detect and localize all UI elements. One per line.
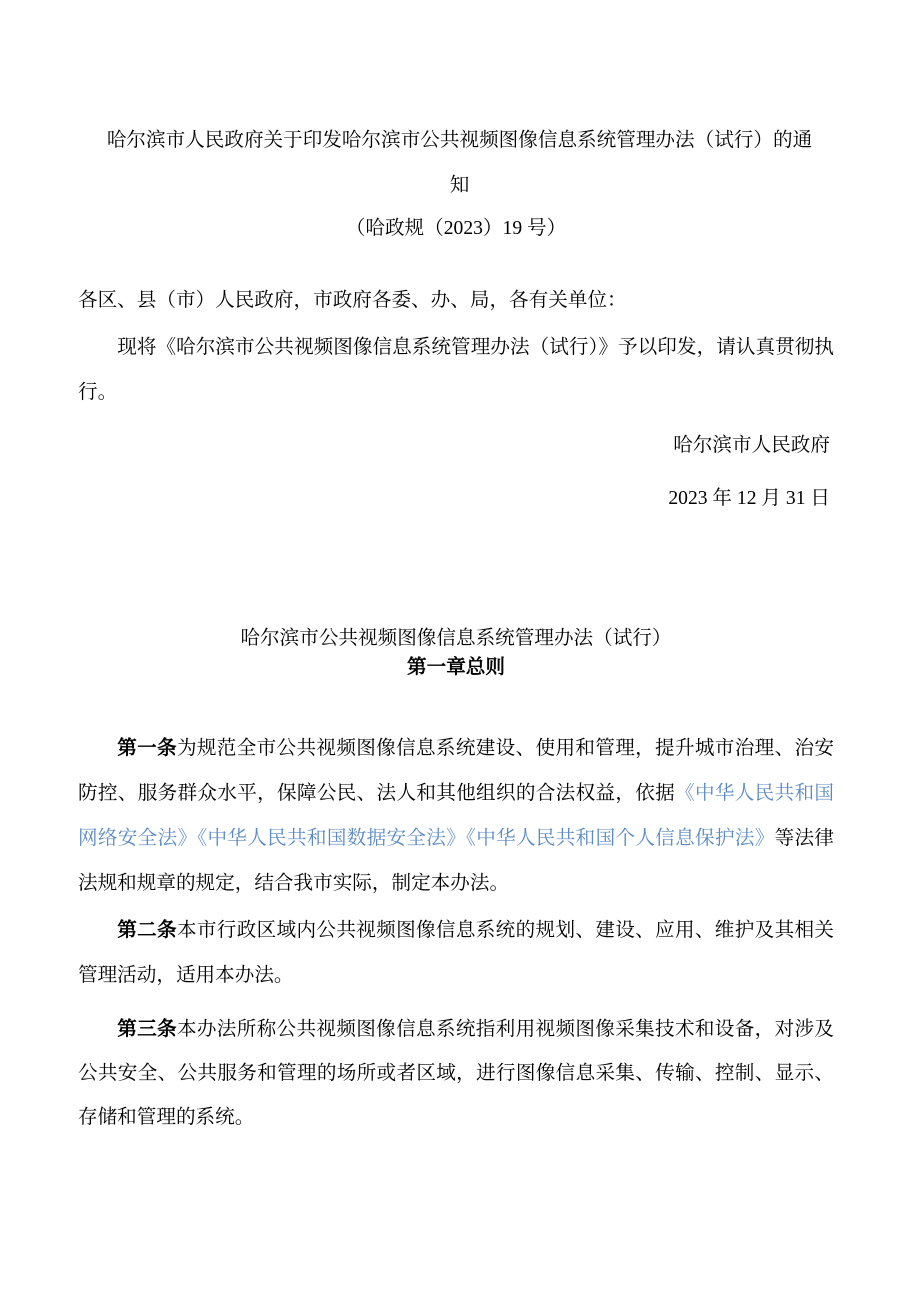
article-label: 第二条 — [117, 920, 177, 941]
measures-title: 哈尔滨市公共视频图像信息系统管理办法（试行） — [240, 628, 672, 649]
article-text-continued: 等法律法规和规章的规定，结合我市实际，制定本办法。 — [78, 828, 835, 894]
law-link-personal-information-protection-law[interactable]: 《中华人民共和国个人信息保护法》 — [466, 828, 775, 849]
notice-body: 现将《哈尔滨市公共视频图像信息系统管理办法（试行）》予以印发，请认真贯彻执行。 — [78, 337, 834, 403]
addressee: 各区、县（市）人民政府，市政府各委、办、局，各有关单位： — [78, 290, 627, 311]
article-label: 第一条 — [117, 738, 177, 759]
article-text: 为规范全市公共视频图像信息系统建设、使用和管理，提升城市治理、治安防控、服务群众水平，保障公民、法人和其他组织的合法权益，依据 — [78, 738, 835, 804]
article-label: 第三条 — [117, 1019, 177, 1040]
document-number: （哈政规（2023）19 号） — [345, 218, 567, 239]
chapter-title: 第一章总则 — [407, 657, 505, 678]
law-link-cybersecurity-law[interactable]: 《中华人民共和国网络安全法》 — [78, 783, 835, 849]
article-2 — [78, 908, 834, 998]
article-text: 本办法所称公共视频图像信息系统指利用视频图像采集技术和设备，对涉及公共安全、公共服务和管理的场所或者区域，进行图像信息采集、传输、控制、显示、存储和管理的系统。 — [78, 1019, 835, 1128]
notice-title: 哈尔滨市人民政府关于印发哈尔滨市公共视频图像信息系统管理办法（试行）的通知 — [106, 130, 813, 196]
issuing-authority: 哈尔滨市人民政府 — [673, 435, 830, 456]
article-1 — [78, 726, 834, 906]
law-link-data-security-law[interactable]: 《中华人民共和国数据安全法》 — [197, 828, 467, 849]
issue-date: 2023 年 12 月 31 日 — [668, 488, 830, 509]
article-3 — [78, 1008, 834, 1140]
article-text: 本市行政区域内公共视频图像信息系统的规划、建设、应用、维护及其相关管理活动，适用本办法。 — [78, 920, 835, 986]
